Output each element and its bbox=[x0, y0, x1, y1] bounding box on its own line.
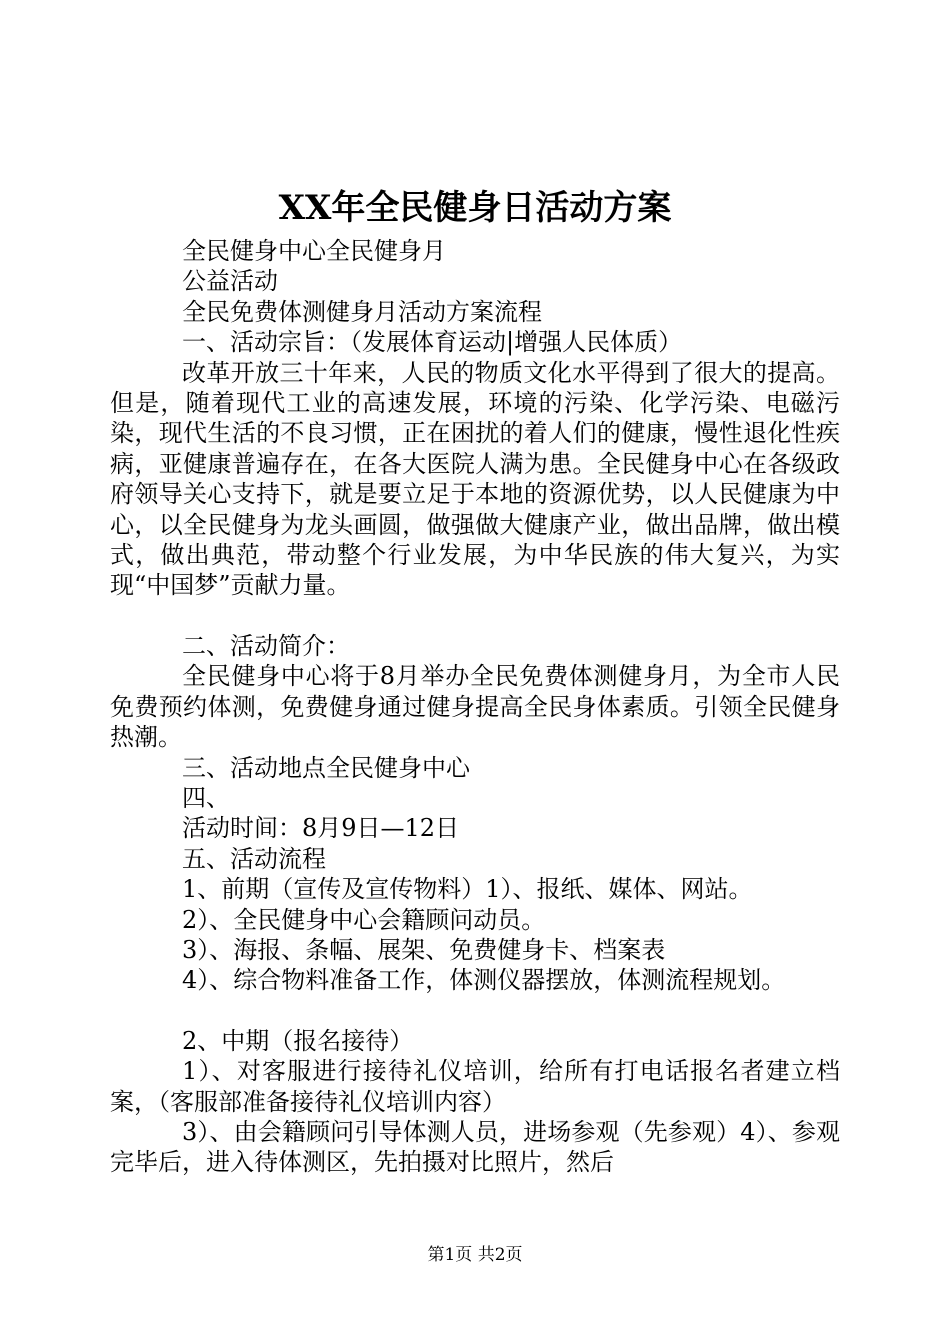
page-number-footer: 第1页 共2页 bbox=[427, 1245, 523, 1265]
document-title: XX年全民健身日活动方案 bbox=[278, 188, 672, 228]
list-item-mid-stage: 2、中期（报名接待） bbox=[182, 1026, 414, 1055]
paragraph-plan-flow: 全民免费体测健身月活动方案流程 bbox=[182, 297, 542, 326]
list-item-guided-visit: 3）、由会籍顾问引导体测人员，进场参观（先参观）4）、参观完毕后，进入待体测区，先拍摄对比照片，然后 bbox=[110, 1117, 840, 1177]
paragraph-purpose-body: 改革开放三十年来，人民的物质文化水平得到了很大的提高。但是，随着现代工业的高速发展，环境的污染、化学污染、电磁污染，现代生活的不良习惯，正在困扰的着人们的健康，慢性退化性疾病，亚健康普遍存在，在各大医院人满为患。全民健身中心在各级政府领导关心支持下，就是要立足于本地的资源优势，以人民健康为中心，以全民健身为龙头画圆，做强做大健康产业，做出品牌，做出模式，做出典范，带动整个行业发展，为中华民族的伟大复兴，为实现“中国梦”贡献力量。 bbox=[110, 358, 840, 600]
list-item-preparation: 4）、综合物料准备工作，体测仪器摆放，体测流程规划。 bbox=[182, 966, 786, 995]
list-item-early-stage: 1、前期（宣传及宣传物料）1）、报纸、媒体、网站。 bbox=[182, 875, 753, 904]
list-item-reception-training: 1）、对客服进行接待礼仪培训，给所有打电话报名者建立档案，（客服部准备接待礼仪培训内容） bbox=[110, 1057, 840, 1116]
section-heading-purpose: 一、活动宗旨：（发展体育运动|增强人民体质） bbox=[182, 328, 683, 357]
paragraph-spacer bbox=[110, 996, 840, 1026]
paragraph-spacer bbox=[110, 601, 840, 631]
section-heading-four: 四、 bbox=[182, 783, 230, 812]
section-heading-process: 五、活动流程 bbox=[182, 844, 326, 873]
list-item-materials: 3）、海报、条幅、展架、免费健身卡、档案表 bbox=[182, 935, 666, 964]
document-body bbox=[110, 236, 840, 1178]
section-heading-intro: 二、活动简介： bbox=[182, 631, 350, 660]
section-heading-location: 三、活动地点全民健身中心 bbox=[182, 753, 470, 782]
list-item-staff-mobilize: 2）、全民健身中心会籍顾问动员。 bbox=[182, 905, 546, 934]
paragraph-center-name: 全民健身中心全民健身月 bbox=[182, 237, 446, 265]
paragraph-activity-time: 活动时间：8月9日—12日 bbox=[182, 814, 460, 843]
paragraph-public-activity: 公益活动 bbox=[182, 267, 278, 296]
paragraph-intro-body: 全民健身中心将于8月举办全民免费体测健身月，为全市人民免费预约体测，免费健身通过健身提高全民身体素质。引领全民健身热潮。 bbox=[110, 662, 840, 752]
